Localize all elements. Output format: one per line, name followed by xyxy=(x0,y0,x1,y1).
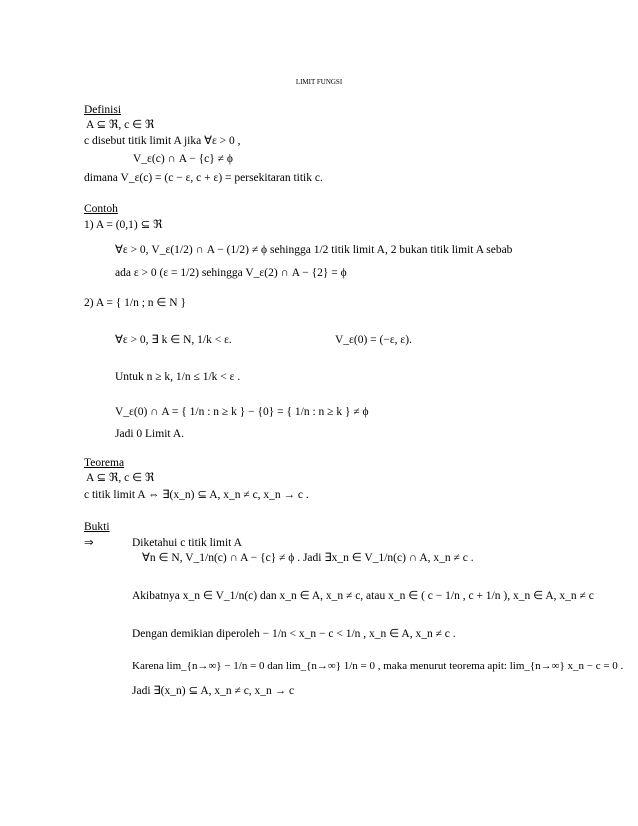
page-title: LIMIT FUNGSI xyxy=(295,78,343,86)
contoh-2-line-4: V_ε(0) ∩ A = { 1/n : n ≥ k } − {0} = { 1/n : n ≥ k } ≠ ϕ xyxy=(115,406,369,418)
contoh-2-line-3: Untuk n ≥ k, 1/n ≤ 1/k < ε . xyxy=(115,371,241,383)
implies-arrow: ⇒ xyxy=(84,537,94,549)
contoh-1-line-2: ∀ε > 0, V_ε(1/2) ∩ A − (1/2) ≠ ϕ sehingga 1/2 titik limit A, 2 bukan titik limit A sebab xyxy=(115,244,513,256)
definisi-heading: Definisi xyxy=(84,104,122,116)
bukti-heading: Bukti xyxy=(84,521,110,533)
bukti-line-3: Akibatnya x_n ∈ V_1/n(c) dan x_n ∈ A, x_n ≠ c, atau x_n ∈ ( c − 1/n , c + 1/n ), x_n ∈ A, x_n ≠ c xyxy=(132,590,594,602)
bukti-line-1: Diketahui c titik limit A xyxy=(132,537,242,549)
definisi-line-1: A ⊆ ℜ, c ∈ ℜ xyxy=(86,119,155,131)
contoh-1-line-1: 1) A = (0,1) ⊆ ℜ xyxy=(84,219,163,231)
contoh-2-line-2a: ∀ε > 0, ∃ k ∈ N, 1/k < ε. xyxy=(115,334,232,346)
contoh-1-line-3: ada ε > 0 (ε = 1/2) sehingga V_ε(2) ∩ A − {2} = ϕ xyxy=(115,267,347,279)
contoh-2-line-1: 2) A = { 1/n ; n ∈ N } xyxy=(84,297,186,309)
bukti-line-4: Dengan demikian diperoleh − 1/n < x_n − c < 1/n , x_n ∈ A, x_n ≠ c . xyxy=(132,628,456,640)
definisi-line-2: c disebut titik limit A jika ∀ε > 0 , xyxy=(84,135,241,147)
bukti-line-5: Karena lim_{n→∞} − 1/n = 0 dan lim_{n→∞} 1/n = 0 , maka menurut teorema apit: lim_{n→∞} x_n − c = 0 . xyxy=(132,660,624,672)
contoh-heading: Contoh xyxy=(84,203,118,215)
contoh-2-line-2b: V_ε(0) = (−ε, ε). xyxy=(335,334,412,346)
definisi-line-4: dimana V_ε(c) = (c − ε, c + ε) = persekitaran titik c. xyxy=(84,172,323,184)
teorema-line-1: A ⊆ ℜ, c ∈ ℜ xyxy=(86,472,155,484)
bukti-line-6: Jadi ∃(x_n) ⊆ A, x_n ≠ c, x_n → c xyxy=(132,685,295,697)
bukti-line-2: ∀n ∈ N, V_1/n(c) ∩ A − {c} ≠ ϕ . Jadi ∃x_n ∈ V_1/n(c) ∩ A, x_n ≠ c . xyxy=(142,552,474,564)
contoh-2-line-5: Jadi 0 Limit A. xyxy=(115,428,184,440)
teorema-heading: Teorema xyxy=(84,457,125,469)
definisi-line-3: V_ε(c) ∩ A − {c} ≠ ϕ xyxy=(133,153,233,165)
teorema-line-2: c titik limit A ⇔ ∃(x_n) ⊆ A, x_n ≠ c, x_n → c . xyxy=(84,489,309,501)
